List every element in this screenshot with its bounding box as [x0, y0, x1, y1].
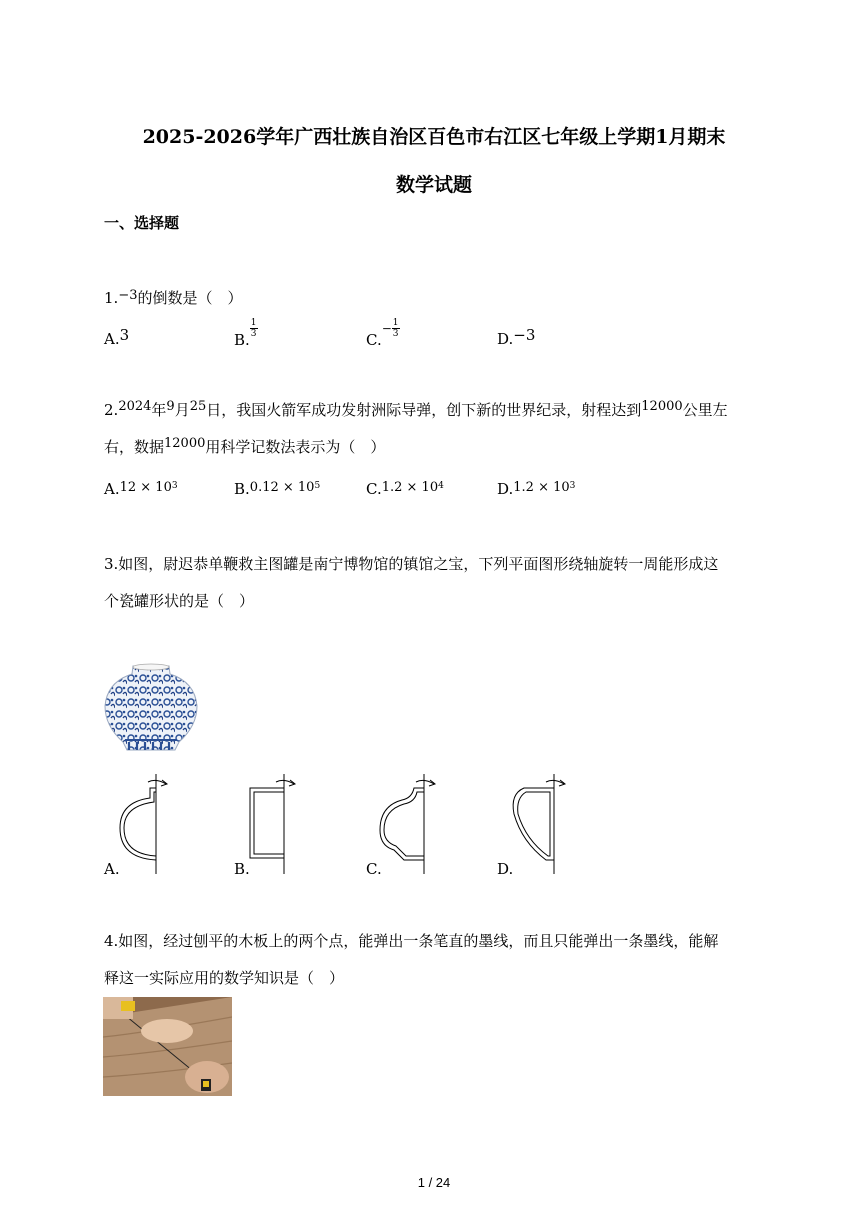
question-number: 1. [104, 289, 119, 307]
figure-a-shape [112, 770, 172, 874]
option-base: 1.2 × 10 [381, 480, 439, 495]
option-label: D. [497, 330, 514, 348]
question-number: 2. [104, 401, 119, 419]
q1-option-d[interactable] [497, 326, 536, 348]
math-value: 2024 [118, 399, 152, 414]
document-title-line2: 数学试题 [395, 174, 472, 196]
q1-option-a[interactable] [104, 326, 130, 348]
denominator: 3 [250, 329, 257, 339]
option-base: 0.12 × 10 [249, 480, 315, 495]
minus-sign: − [381, 321, 392, 336]
stem-text: 年 [151, 401, 167, 419]
question-1-stem [104, 277, 764, 317]
fraction [250, 318, 258, 339]
figure-b-label[interactable]: B. [234, 860, 250, 878]
fraction [392, 318, 400, 339]
q1-option-c[interactable] [366, 318, 400, 349]
q2-option-a[interactable] [104, 480, 178, 498]
stem-text: 日，我国火箭军成功发射洲际导弹，创下新的世界纪录，射程达到 [206, 401, 642, 419]
q2-option-d[interactable] [497, 480, 575, 498]
math-value: −3 [118, 288, 138, 303]
option-label: D. [497, 480, 514, 498]
question-4-stem-line2: 释这一实际应用的数学知识是（ ） [104, 969, 345, 987]
question-3-stem-line2: 个瓷罐形状的是（ ） [104, 592, 255, 610]
option-label: C. [366, 330, 382, 349]
math-value: 12000 [641, 399, 683, 414]
stem-text: 用科学记数法表示为（ ） [205, 438, 386, 456]
option-base: 12 × 10 [119, 480, 172, 495]
option-label: A. [104, 330, 120, 348]
figure-a-label[interactable]: A. [104, 860, 120, 878]
figure-d-label[interactable]: D. [497, 860, 514, 878]
stem-text: 月 [174, 401, 190, 419]
option-base: 1.2 × 10 [513, 480, 570, 495]
math-value: 12000 [164, 436, 206, 451]
figure-d-shape [508, 770, 574, 874]
question-4-stem-line1: 4.如图，经过刨平的木板上的两个点，能弹出一条笔直的墨线，而且只能弹出一条墨线，能解 [104, 932, 719, 950]
porcelain-jar-image [103, 662, 199, 752]
figure-b-shape [240, 770, 300, 874]
numerator: 1 [392, 318, 399, 328]
option-label: B. [234, 480, 250, 498]
question-3-stem-line1: 3.如图，尉迟恭单鞭救主图罐是南宁博物馆的镇馆之宝，下列平面图形绕轴旋转一周能形成这 [104, 555, 719, 573]
stem-text: 右，数据 [104, 438, 165, 456]
exponent: 3 [569, 481, 576, 491]
denominator: 3 [392, 329, 399, 339]
q2-option-b[interactable] [234, 480, 320, 498]
option-value: −3 [513, 326, 536, 344]
question-2-stem-line2 [104, 429, 764, 467]
math-value: 25 [189, 399, 207, 414]
page-number: 1 / 24 [417, 1175, 451, 1190]
document-title-line1: 2025-2026学年广西壮族自治区百色市右江区七年级上学期1月期末 [142, 126, 726, 148]
q1-option-b[interactable] [234, 318, 258, 349]
exponent: 4 [438, 481, 444, 491]
q2-option-c[interactable] [366, 480, 444, 498]
figure-c-shape [372, 770, 438, 874]
stem-text: 公里左 [682, 401, 728, 419]
numerator: 1 [250, 318, 257, 328]
option-label: A. [104, 480, 120, 498]
stem-text: 的倒数是（ ） [137, 289, 243, 307]
option-label: C. [366, 480, 382, 498]
math-value: 9 [166, 399, 175, 414]
question-2-stem-line1 [104, 392, 764, 430]
section-heading: 一、选择题 [104, 214, 180, 232]
option-label: B. [234, 330, 250, 349]
exponent: 3 [171, 481, 178, 491]
option-value: 3 [119, 326, 130, 344]
figure-c-label[interactable]: C. [366, 860, 382, 878]
exponent: 5 [314, 481, 321, 491]
wood-board-photo [103, 997, 232, 1096]
